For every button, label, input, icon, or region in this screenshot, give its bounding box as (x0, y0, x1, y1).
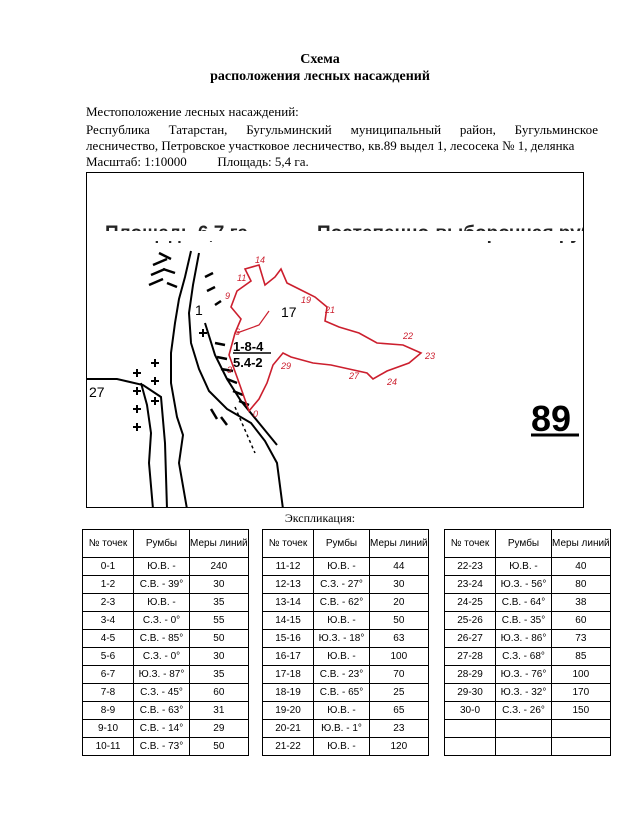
table-row (83, 702, 249, 720)
explication-title: Экспликация: (284, 511, 356, 525)
cell-measure (552, 738, 611, 756)
forest-plot-map (86, 172, 584, 508)
table-header-row (263, 530, 429, 558)
table-row (83, 576, 249, 594)
cell-point: 20-21 (263, 720, 314, 738)
point-23: 23 (425, 351, 436, 361)
cell-rumb: Ю.В. - (314, 738, 370, 756)
cell-rumb: Ю.В. - (134, 594, 190, 612)
cell-rumb: С.В. - 73° (134, 738, 190, 756)
scale-text: Масштаб: 1:10000 (86, 154, 187, 169)
point-19: 19 (301, 295, 312, 305)
cell-measure: 240 (190, 558, 249, 576)
cell-measure: 55 (190, 612, 249, 630)
cell-rumb: С.В. - 64° (496, 594, 552, 612)
cell-point: 18-19 (263, 684, 314, 702)
table-row (83, 612, 249, 630)
explication-table-3 (444, 529, 611, 756)
cell-rumb (496, 738, 552, 756)
table-row (445, 648, 611, 666)
cell-measure: 35 (190, 594, 249, 612)
table-row (445, 612, 611, 630)
table-row (445, 576, 611, 594)
cell-point: 7-8 (83, 684, 134, 702)
cell-measure: 40 (552, 558, 611, 576)
cell-rumb: Ю.З. - 87° (134, 666, 190, 684)
cell-measure: 63 (370, 630, 429, 648)
cell-measure: 150 (552, 702, 611, 720)
cell-measure: 25 (370, 684, 429, 702)
map-label-1-8-4: 1-8-4 (233, 339, 264, 354)
cell-rumb: Ю.В. - (314, 612, 370, 630)
cell-point: 29-30 (445, 684, 496, 702)
quarter-number: 89 (531, 398, 572, 439)
cell-measure: 65 (370, 702, 429, 720)
cell-measure: 30 (370, 576, 429, 594)
point-3: 3 (227, 365, 233, 375)
cell-point: 22-23 (445, 558, 496, 576)
point-24: 24 (387, 377, 398, 387)
cell-point: 17-18 (263, 666, 314, 684)
cell-measure: 29 (190, 720, 249, 738)
point-9: 9 (225, 291, 231, 301)
cell-rumb: С.В. - 23° (314, 666, 370, 684)
document-subtitle: расположения лесных насаждений (210, 69, 430, 84)
header-rumb: Румбы (496, 530, 552, 558)
table-row (263, 558, 429, 576)
point-numbers (225, 255, 435, 419)
header-measure: Меры линий (552, 530, 611, 558)
cell-measure: 85 (552, 648, 611, 666)
cell-rumb: С.В. - 35° (496, 612, 552, 630)
table-row (263, 612, 429, 630)
table-header-row (83, 530, 249, 558)
header-point: № точек (263, 530, 314, 558)
cell-rumb: Ю.В. - (134, 558, 190, 576)
explication-table-1 (82, 529, 249, 756)
cell-rumb: С.В. - 63° (134, 702, 190, 720)
cell-point: 5-6 (83, 648, 134, 666)
cell-point: 11-12 (263, 558, 314, 576)
plot-contour (229, 265, 421, 411)
cell-rumb: С.З. - 68° (496, 648, 552, 666)
cell-point: 9-10 (83, 720, 134, 738)
point-0: 0 (253, 409, 259, 419)
point-22: 22 (403, 331, 414, 341)
cell-measure: 100 (370, 648, 429, 666)
cell-measure: 170 (552, 684, 611, 702)
cell-measure: 23 (370, 720, 429, 738)
cell-rumb: С.З. - 27° (314, 576, 370, 594)
cell-measure: 50 (190, 738, 249, 756)
cell-rumb: С.В. - 39° (134, 576, 190, 594)
cell-point: 2-3 (83, 594, 134, 612)
cell-rumb: Ю.В. - (314, 558, 370, 576)
cell-point: 28-29 (445, 666, 496, 684)
cell-rumb: С.В. - 62° (314, 594, 370, 612)
cell-rumb: Ю.З. - 18° (314, 630, 370, 648)
explication-table-2 (262, 529, 429, 756)
cell-measure: 70 (370, 666, 429, 684)
cell-point: 1-2 (83, 576, 134, 594)
table-row (83, 594, 249, 612)
cell-rumb: Ю.З. - 86° (496, 630, 552, 648)
table-row (263, 666, 429, 684)
cell-measure: 80 (552, 576, 611, 594)
table-row (445, 684, 611, 702)
table-row (83, 648, 249, 666)
cell-measure: 73 (552, 630, 611, 648)
cell-point: 27-28 (445, 648, 496, 666)
cell-rumb: С.В. - 85° (134, 630, 190, 648)
cell-rumb: С.З. - 0° (134, 648, 190, 666)
cell-rumb: С.З. - 26° (496, 702, 552, 720)
location-line-1: Республика Татарстан, Бугульминский муниципальный район, Бугульминское (86, 122, 598, 137)
document-title: Схема (300, 52, 340, 67)
table-row (263, 648, 429, 666)
map-label-1: 1 (195, 302, 203, 318)
location-line-2: лесничество, Петровское участковое лесничество, кв.89 выдел 1, лесосека № 1, делянка (86, 138, 575, 153)
map-label-27: 27 (89, 384, 105, 400)
cell-measure: 20 (370, 594, 429, 612)
cell-rumb: Ю.З. - 76° (496, 666, 552, 684)
cell-rumb: С.З. - 0° (134, 612, 190, 630)
table-row (445, 630, 611, 648)
header-point: № точек (83, 530, 134, 558)
cell-point: 21-22 (263, 738, 314, 756)
cell-rumb: С.З. - 45° (134, 684, 190, 702)
cell-point: 12-13 (263, 576, 314, 594)
cell-rumb: Ю.З. - 32° (496, 684, 552, 702)
point-27: 27 (349, 371, 360, 381)
cell-point: 24-25 (445, 594, 496, 612)
table-row (445, 702, 611, 720)
cell-measure: 50 (190, 630, 249, 648)
cell-point (445, 738, 496, 756)
cell-measure: 38 (552, 594, 611, 612)
scale-area-line (86, 154, 598, 170)
cell-measure: 31 (190, 702, 249, 720)
table-row (445, 594, 611, 612)
cell-rumb: Ю.В. - 1° (314, 720, 370, 738)
header-point: № точек (445, 530, 496, 558)
cell-measure: 30 (190, 576, 249, 594)
cell-measure: 100 (552, 666, 611, 684)
point-11: 11 (237, 273, 247, 283)
table-row (445, 738, 611, 756)
cell-point: 3-4 (83, 612, 134, 630)
cell-point: 25-26 (445, 612, 496, 630)
cell-point: 4-5 (83, 630, 134, 648)
point-14: 14 (255, 255, 266, 265)
cell-point: 30-0 (445, 702, 496, 720)
cell-point: 19-20 (263, 702, 314, 720)
point-21: 21 (325, 305, 336, 315)
map-label-5-4-2: 5.4-2 (233, 355, 263, 370)
header-measure: Меры линий (370, 530, 429, 558)
header-rumb: Румбы (134, 530, 190, 558)
cell-point: 13-14 (263, 594, 314, 612)
table-row (445, 720, 611, 738)
cell-point: 10-11 (83, 738, 134, 756)
cell-rumb: Ю.В. - (496, 558, 552, 576)
cell-rumb (496, 720, 552, 738)
table-row (263, 576, 429, 594)
cell-point: 0-1 (83, 558, 134, 576)
forest-boundaries (87, 251, 283, 508)
cell-point: 6-7 (83, 666, 134, 684)
map-label-17: 17 (281, 304, 297, 320)
cell-measure: 35 (190, 666, 249, 684)
cell-rumb: Ю.В. - (314, 648, 370, 666)
table-row (83, 720, 249, 738)
cell-point: 14-15 (263, 612, 314, 630)
table-row (83, 738, 249, 756)
cell-point: 23-24 (445, 576, 496, 594)
cell-rumb: Ю.З. - 56° (496, 576, 552, 594)
area-text: Площадь: 5,4 га. (217, 154, 309, 169)
header-measure: Меры линий (190, 530, 249, 558)
table-row (263, 738, 429, 756)
cell-point: 26-27 (445, 630, 496, 648)
cell-rumb: Ю.В. - (314, 702, 370, 720)
cell-point: 16-17 (263, 648, 314, 666)
cell-measure (552, 720, 611, 738)
table-row (83, 666, 249, 684)
table-header-row (445, 530, 611, 558)
table-row (445, 558, 611, 576)
table-row (445, 666, 611, 684)
table-row (263, 630, 429, 648)
table-row (83, 558, 249, 576)
header-rumb: Румбы (314, 530, 370, 558)
cell-point (445, 720, 496, 738)
table-row (263, 702, 429, 720)
cell-point: 15-16 (263, 630, 314, 648)
cell-measure: 30 (190, 648, 249, 666)
cell-measure: 120 (370, 738, 429, 756)
cell-point: 8-9 (83, 702, 134, 720)
table-row (83, 684, 249, 702)
point-6: 6 (235, 327, 241, 337)
table-row (263, 594, 429, 612)
point-29: 29 (281, 361, 292, 371)
cell-measure: 44 (370, 558, 429, 576)
table-row (263, 720, 429, 738)
table-row (263, 684, 429, 702)
cell-rumb: С.В. - 65° (314, 684, 370, 702)
location-label: Местоположение лесных насаждений: (86, 104, 299, 119)
cell-measure: 60 (190, 684, 249, 702)
cell-measure: 50 (370, 612, 429, 630)
cell-rumb: С.В. - 14° (134, 720, 190, 738)
map-drawing (87, 173, 584, 508)
cell-measure: 60 (552, 612, 611, 630)
table-row (83, 630, 249, 648)
